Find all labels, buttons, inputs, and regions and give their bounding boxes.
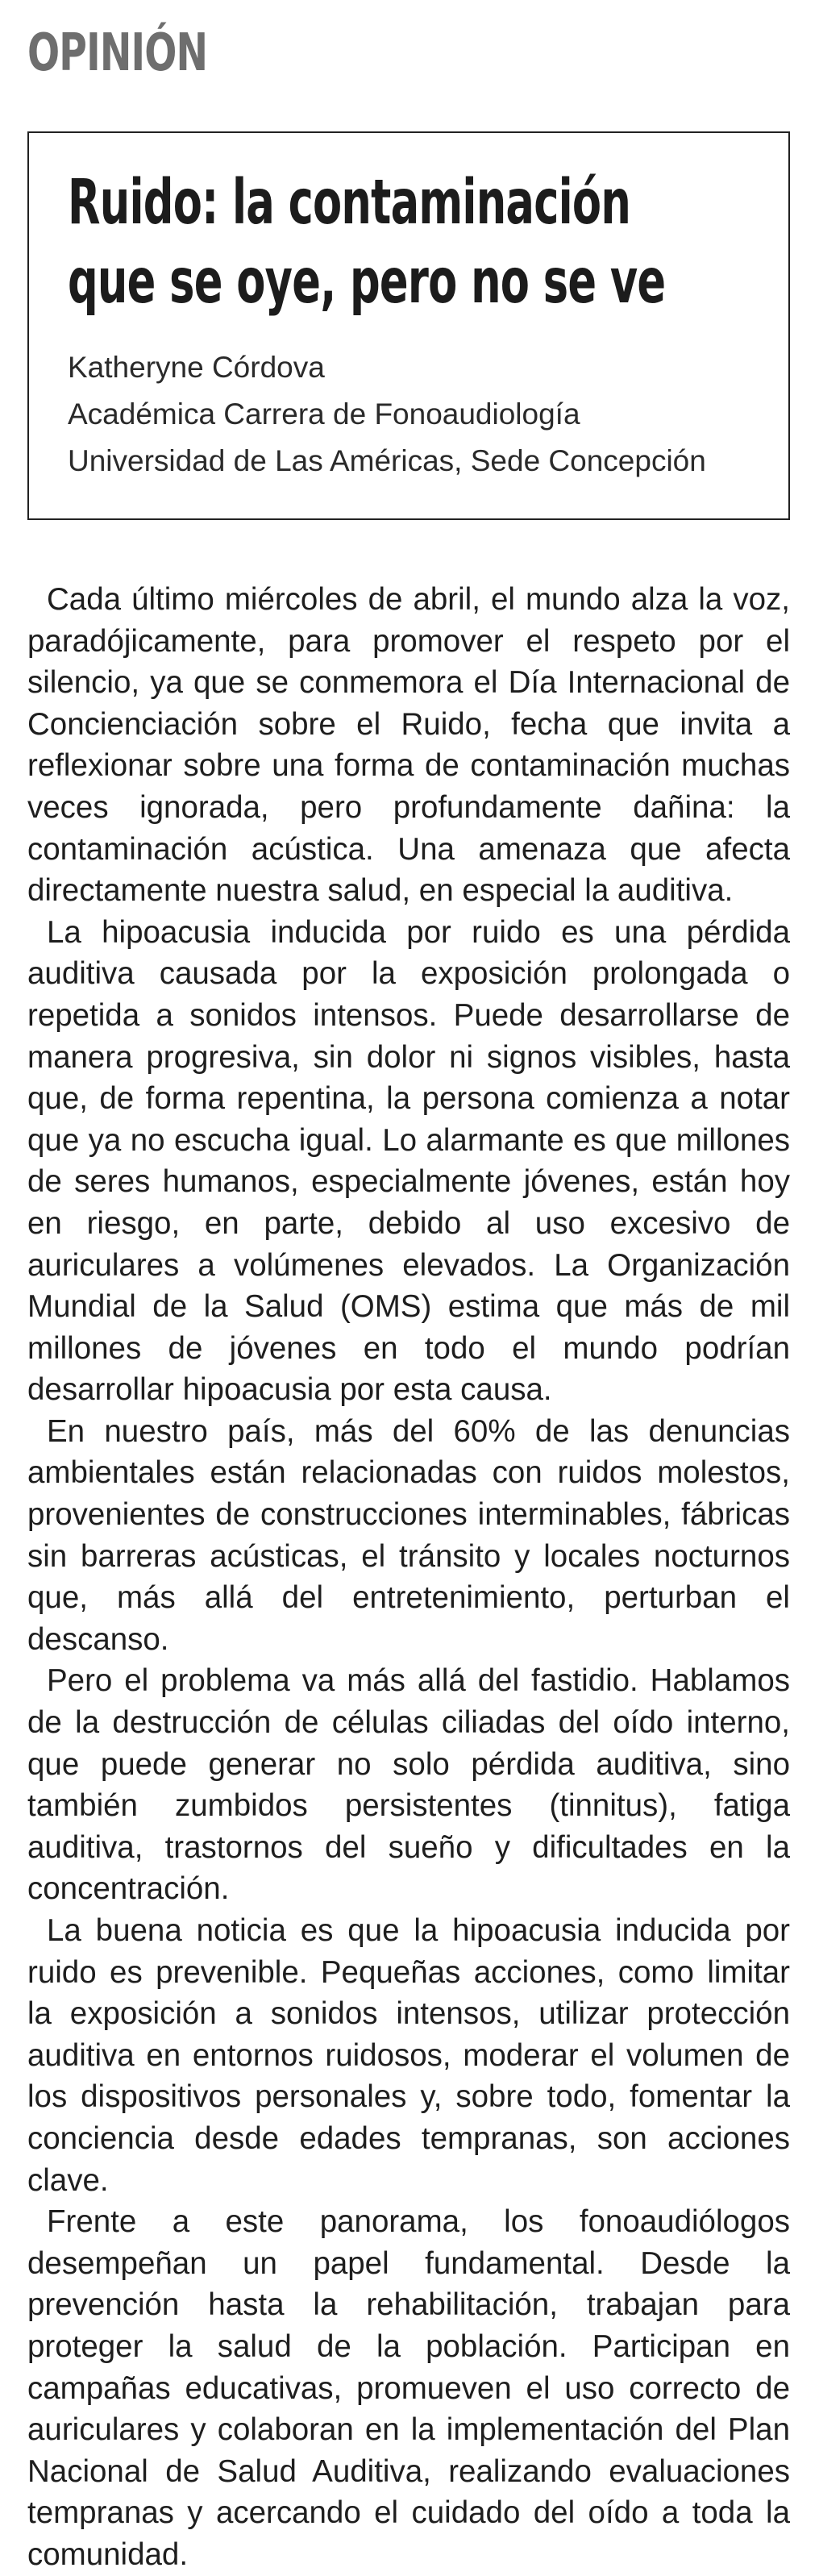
article-paragraph-3: En nuestro país, más del 60% de las denuncias ambientales están relacionadas con ruidos molestos, provenientes de construcciones interminables, fábricas sin barreras acústicas, el tránsito y locales nocturnos que, más allá del entretenimiento, perturban el descanso. xyxy=(27,1413,790,1657)
article-paragraph-2: La hipoacusia inducida por ruido es una pérdida auditiva causada por la exposición prolongada o repetida a sonidos intensos. Puede desarrollarse de manera progresiva, sin dolor ni signos visibles, hasta que, de forma repentina, la persona comienza a notar que ya no escucha igual. Lo alarmante es que millones de seres humanos, especialmente jóvenes, están hoy en riesgo, en parte, debido al uso excesivo de auriculares a volúmenes elevados. La Organización Mundial de la Salud (OMS) estima que más de mil millones de jóvenes en todo el mundo podrían desarrollar hipoacusia por esta causa. xyxy=(27,914,790,1408)
article-body xyxy=(27,579,790,2576)
byline xyxy=(68,344,706,485)
headline-line-1: Ruido: la contaminación xyxy=(68,167,631,239)
author-name: Katheryne Córdova xyxy=(68,351,325,384)
headline-line-2: que se oye, pero no se ve xyxy=(68,246,666,318)
article-paragraph-5: La buena noticia es que la hipoacusia inducida por ruido es prevenible. Pequeñas acciones, como limitar la exposición a sonidos intensos, utilizar protección auditiva en entornos ruidosos, moderar el volumen de los dispositivos personales y, sobre todo, fomentar la conciencia desde edades tempranas, son acciones clave. xyxy=(27,1913,790,2198)
article-paragraph-4: Pero el problema va más allá del fastidio. Hablamos de la destrucción de células ciliadas del oído interno, que puede generar no solo pérdida auditiva, sino también zumbidos persistentes (tinnitus), fatiga auditiva, trastornos del sueño y dificultades en la concentración. xyxy=(27,1663,790,1907)
article-paragraph-1: Cada último miércoles de abril, el mundo alza la voz, paradójicamente, para promover el respeto por el silencio, ya que se conmemora el Día Internacional de Concienciación sobre el Ruido, fecha que invita a reflexionar sobre una forma de contaminación muchas veces ignorada, pero profundamente dañina: la contaminación acústica. Una amenaza que afecta directamente nuestra salud, en especial la auditiva. xyxy=(27,582,790,909)
author-role: Académica Carrera de Fonoaudiología xyxy=(68,397,580,431)
section-label: OPINIÓN xyxy=(27,23,208,83)
article-headline xyxy=(68,164,730,322)
article-paragraph-6: Frente a este panorama, los fonoaudiólogos desempeñan un papel fundamental. Desde la prevención hasta la rehabilitación, trabajan para proteger la salud de la población. Participan en campañas educativas, promueven el uso correcto de auriculares y colaboran en la implementación del Plan Nacional de Salud Auditiva, realizando evaluaciones tempranas y acercando el cuidado del oído a toda la comunidad. xyxy=(27,2204,790,2572)
author-institution: Universidad de Las Américas, Sede Concepción xyxy=(68,444,706,477)
headline-box xyxy=(27,131,790,520)
